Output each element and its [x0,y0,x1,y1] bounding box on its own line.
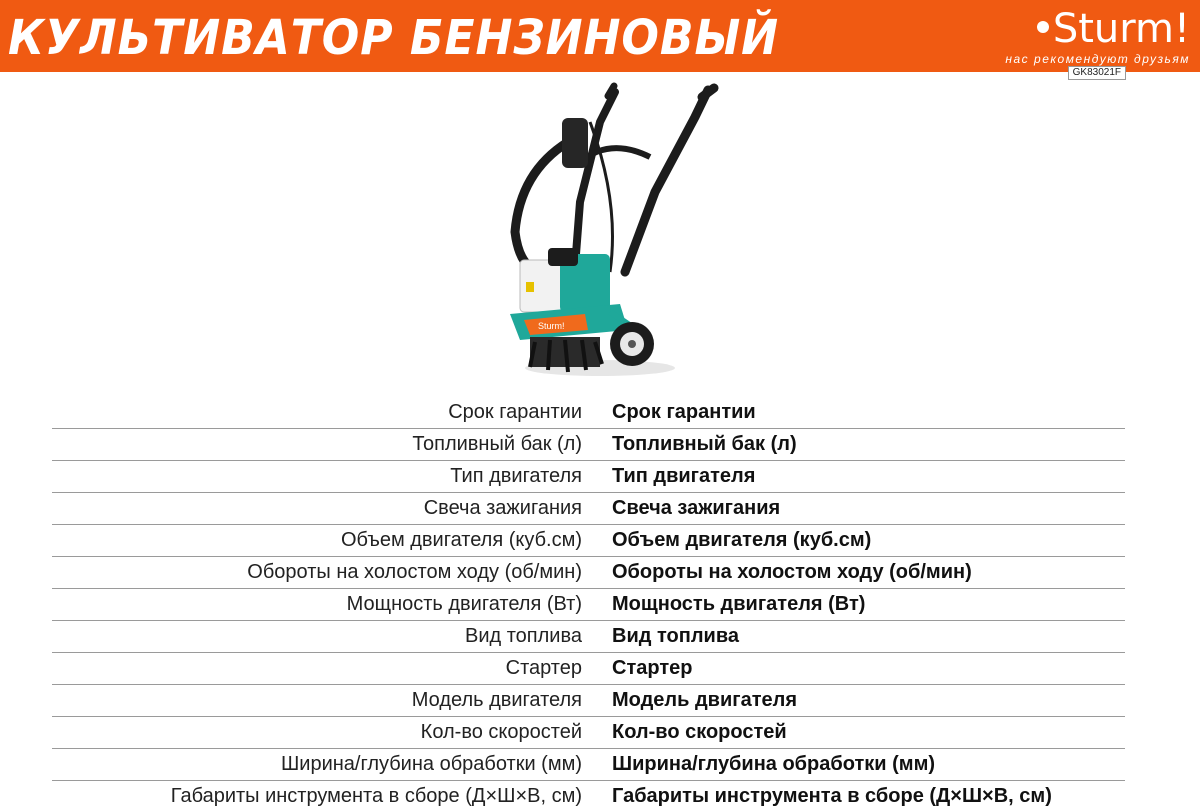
spec-label: Объем двигателя (куб.см) [340,529,582,551]
spec-row [52,621,1125,653]
brand-slogan: нас рекомендуют друзьям [1005,52,1190,66]
spec-label: Срок гарантии [448,401,582,423]
spec-label: Габариты инструмента в сборе (Д×Ш×В, см) [170,785,582,807]
spec-value: Вид топлива [612,625,739,647]
brand-dot-icon [1037,21,1049,33]
product-image [490,82,720,382]
spec-value: Модель двигателя [612,689,798,711]
spec-value: Обороты на холостом ходу (об/мин) [612,561,972,583]
page-title: КУЛЬТИВАТОР БЕНЗИНОВЫЙ [8,10,780,66]
spec-row [52,493,1125,525]
brand-wordmark [1037,8,1190,50]
brand-logo [992,6,1192,68]
spec-value: Топливный бак (л) [612,433,797,455]
spec-value: Объем двигателя (куб.см) [612,529,872,551]
spec-row [52,429,1125,461]
spec-label: Стартер [505,657,582,679]
spec-row [52,781,1125,812]
spec-value: Свеча зажигания [612,497,781,519]
spec-label: Вид топлива [465,625,582,647]
spec-row [52,749,1125,781]
spec-row [52,461,1125,493]
spec-label: Кол-во скоростей [420,721,582,743]
spec-row [52,717,1125,749]
product-logo: Sturm! [538,321,565,331]
spec-value: Стартер [612,657,693,679]
spec-label: Обороты на холостом ходу (об/мин) [247,561,582,583]
spec-row [52,397,1125,429]
spec-row [52,557,1125,589]
spec-label: Свеча зажигания [423,497,582,519]
spec-label: Топливный бак (л) [412,433,582,455]
model-code-badge: GK83021F [1068,66,1126,80]
spec-row [52,589,1125,621]
spec-value: Ширина/глубина обработки (мм) [612,753,936,775]
spec-row [52,525,1125,557]
spec-label: Ширина/глубина обработки (мм) [280,753,582,775]
spec-label: Мощность двигателя (Вт) [346,593,582,615]
spec-value: Срок гарантии [612,401,756,423]
spec-label: Тип двигателя [450,465,582,487]
spec-row [52,685,1125,717]
spec-value: Кол-во скоростей [612,721,787,743]
spec-row [52,653,1125,685]
spec-table [52,397,1125,812]
spec-label: Модель двигателя [411,689,582,711]
cultivator-illustration [490,82,720,382]
spec-value: Тип двигателя [612,465,756,487]
spec-value: Мощность двигателя (Вт) [612,593,866,615]
brand-name: Sturm! [1052,6,1190,52]
header-banner [0,0,1200,72]
spec-value: Габариты инструмента в сборе (Д×Ш×В, см) [612,785,1052,807]
